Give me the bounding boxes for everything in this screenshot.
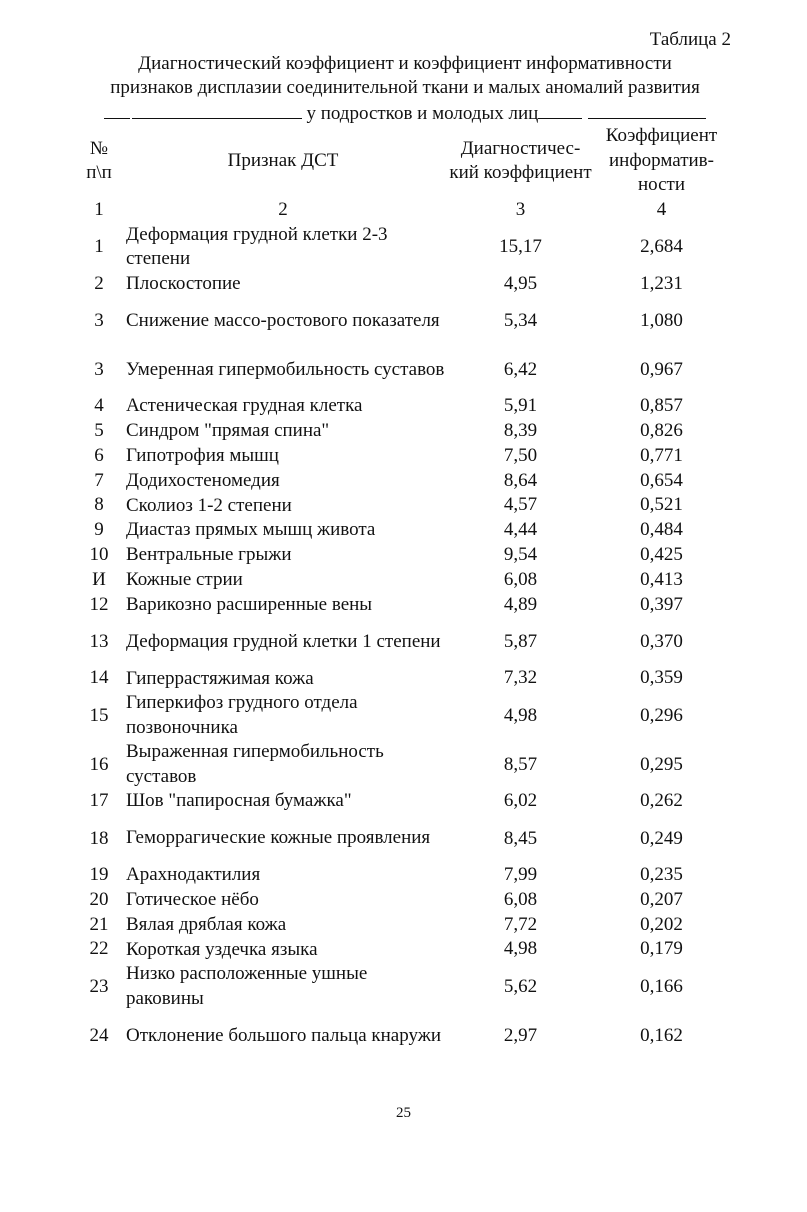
column-number: 4 <box>656 199 667 220</box>
row-diagnostic-coefficient: 8,45 <box>503 827 538 849</box>
row-sign: Шов "папиросная бумажка" <box>126 790 352 812</box>
row-sign: Астеническая грудная клетка <box>126 395 363 417</box>
title-line-3-text: у подростков и молодых лиц <box>306 103 539 124</box>
row-sign: Варикозно расширенные вены <box>126 593 373 615</box>
row-sign: Снижение массо-ростового показателя <box>126 309 440 331</box>
row-informativeness-coefficient: 0,857 <box>640 395 683 417</box>
table-row <box>80 863 730 888</box>
row-number: 23 <box>89 975 109 997</box>
row-informativeness-coefficient: 1,080 <box>640 309 683 331</box>
row-number: 18 <box>89 827 109 849</box>
row-diagnostic-coefficient: 8,57 <box>503 753 538 775</box>
table-row <box>80 691 730 740</box>
row-sign: Деформация грудной клетки 2-3 степени <box>126 223 388 269</box>
row-diagnostic-coefficient: 4,98 <box>503 704 538 726</box>
row-informativeness-coefficient: 0,295 <box>640 753 683 775</box>
row-sign: Низко расположенные ушные раковины <box>126 963 368 1009</box>
row-diagnostic-coefficient: 5,62 <box>503 975 538 997</box>
row-sign: Додихостеномедия <box>126 469 280 491</box>
table-row <box>80 888 730 913</box>
row-diagnostic-coefficient: 7,72 <box>503 913 538 935</box>
column-number-row <box>80 198 730 223</box>
table-row <box>80 419 730 444</box>
row-sign: Геморрагические кожные проявления <box>126 827 431 849</box>
data-table <box>80 124 730 1060</box>
row-sign: Отклонение большого пальца кнаружи <box>126 1024 442 1046</box>
row-diagnostic-coefficient: 5,87 <box>503 630 538 652</box>
row-sign: Гиперкифоз грудного отдела позвоночника <box>126 692 358 738</box>
row-informativeness-coefficient: 0,521 <box>640 494 683 516</box>
title-line-3 <box>80 100 730 126</box>
table-row <box>80 1011 730 1060</box>
row-informativeness-coefficient: 0,771 <box>640 444 683 466</box>
blank-line <box>104 100 130 119</box>
row-informativeness-coefficient: 0,166 <box>640 975 683 997</box>
row-sign: Умеренная гипермобильность суставов <box>126 358 445 380</box>
row-informativeness-coefficient: 1,231 <box>640 272 683 294</box>
row-number: 12 <box>89 593 109 615</box>
row-informativeness-coefficient: 0,826 <box>640 420 683 442</box>
row-number: 9 <box>94 519 104 541</box>
row-sign: Диастаз прямых мышц живота <box>126 519 376 541</box>
row-diagnostic-coefficient: 9,54 <box>503 544 538 566</box>
row-diagnostic-coefficient: 8,39 <box>503 420 538 442</box>
header-num: № п\п <box>86 137 112 183</box>
row-sign: Синдром "прямая спина" <box>126 420 330 442</box>
column-number: 3 <box>515 199 526 220</box>
row-informativeness-coefficient: 0,359 <box>640 667 683 689</box>
row-sign: Деформация грудной клетки 1 степени <box>126 630 441 652</box>
row-sign: Выраженная гипермобильность суставов <box>126 741 384 787</box>
row-number: 22 <box>89 938 109 960</box>
row-diagnostic-coefficient: 7,32 <box>503 667 538 689</box>
table-label: Таблица 2 <box>649 29 731 50</box>
table-row <box>80 272 730 297</box>
row-informativeness-coefficient: 0,413 <box>640 568 683 590</box>
row-sign: Плоскостопие <box>126 272 241 294</box>
table-row <box>80 394 730 419</box>
table-row <box>80 296 730 345</box>
row-number: 14 <box>89 667 109 689</box>
row-informativeness-coefficient: 0,484 <box>640 519 683 541</box>
header-info: Коэффициент информатив-ности <box>605 125 718 196</box>
row-number: 13 <box>89 630 109 652</box>
table-row <box>80 617 730 666</box>
row-diagnostic-coefficient: 6,02 <box>503 790 538 812</box>
row-diagnostic-coefficient: 4,98 <box>503 938 538 960</box>
row-number: 15 <box>89 704 109 726</box>
table-row <box>80 913 730 938</box>
row-sign: Короткая уздечка языка <box>126 938 318 960</box>
table-row <box>80 345 730 394</box>
row-number: 10 <box>89 544 109 566</box>
row-diagnostic-coefficient: 4,57 <box>503 494 538 516</box>
blank-line <box>588 100 706 119</box>
row-informativeness-coefficient: 0,654 <box>640 469 683 491</box>
row-informativeness-coefficient: 0,425 <box>640 544 683 566</box>
row-diagnostic-coefficient: 5,34 <box>503 309 538 331</box>
row-sign: Гипотрофия мышц <box>126 445 279 467</box>
row-number: 5 <box>94 420 104 442</box>
table-row <box>80 962 730 1011</box>
title-line-2: признаков дисплазии соединительной ткани и малых аномалий развития <box>110 77 700 98</box>
table-title <box>80 52 730 126</box>
page-number: 25 <box>396 1105 411 1121</box>
row-sign: Гиперрастяжимая кожа <box>126 667 314 689</box>
table-row <box>80 814 730 863</box>
table-body <box>80 223 730 1061</box>
column-number: 1 <box>94 199 104 220</box>
row-diagnostic-coefficient: 6,08 <box>503 888 538 910</box>
row-diagnostic-coefficient: 7,50 <box>503 444 538 466</box>
row-informativeness-coefficient: 0,202 <box>640 913 683 935</box>
row-diagnostic-coefficient: 2,97 <box>503 1024 538 1046</box>
table-row <box>80 493 730 518</box>
row-diagnostic-coefficient: 7,99 <box>503 864 538 886</box>
row-sign: Вентральные грыжи <box>126 544 292 566</box>
row-number: 7 <box>94 469 104 491</box>
row-informativeness-coefficient: 0,162 <box>640 1024 683 1046</box>
table-row <box>80 593 730 618</box>
table-row <box>80 568 730 593</box>
row-informativeness-coefficient: 0,296 <box>640 704 683 726</box>
row-number: 2 <box>94 272 104 294</box>
row-number: 6 <box>94 444 104 466</box>
row-number: 3 <box>94 358 104 380</box>
row-diagnostic-coefficient: 4,95 <box>503 272 538 294</box>
table-header-row <box>80 124 730 198</box>
row-diagnostic-coefficient: 8,64 <box>503 469 538 491</box>
row-number: 21 <box>89 913 109 935</box>
header-sign: Признак ДСТ <box>227 149 339 171</box>
row-diagnostic-coefficient: 4,44 <box>503 519 538 541</box>
blank-line <box>538 100 582 119</box>
row-informativeness-coefficient: 0,262 <box>640 790 683 812</box>
row-diagnostic-coefficient: 4,89 <box>503 593 538 615</box>
table-row <box>80 543 730 568</box>
row-informativeness-coefficient: 0,967 <box>640 358 683 380</box>
row-diagnostic-coefficient: 5,91 <box>503 395 538 417</box>
row-number: 3 <box>94 309 104 331</box>
title-line-1: Диагностический коэффициент и коэффициент информативности <box>138 53 672 74</box>
column-number: 2 <box>278 199 288 220</box>
row-number: 24 <box>89 1024 109 1046</box>
header-diag: Диагностичес-кий коэффициент <box>449 137 592 183</box>
blank-line <box>132 100 302 119</box>
row-number: 4 <box>94 395 104 417</box>
row-number: 16 <box>89 753 109 775</box>
row-diagnostic-coefficient: 6,42 <box>503 358 538 380</box>
table-row <box>80 740 730 789</box>
row-informativeness-coefficient: 0,249 <box>640 827 683 849</box>
table-row <box>80 444 730 469</box>
row-sign: Кожные стрии <box>126 569 243 591</box>
row-number: 20 <box>89 888 109 910</box>
table-row <box>80 469 730 494</box>
row-number: 19 <box>89 864 109 886</box>
table-row <box>80 937 730 962</box>
row-informativeness-coefficient: 0,397 <box>640 593 683 615</box>
row-informativeness-coefficient: 2,684 <box>640 236 683 257</box>
row-number: 1 <box>94 236 104 257</box>
row-number: И <box>92 568 106 590</box>
row-number: 8 <box>94 494 104 516</box>
table-row <box>80 518 730 543</box>
row-sign: Вялая дряблая кожа <box>126 913 287 935</box>
row-sign: Сколиоз 1-2 степени <box>126 494 292 516</box>
row-diagnostic-coefficient: 6,08 <box>503 568 538 590</box>
row-sign: Арахнодактилия <box>126 864 261 886</box>
table-row <box>80 666 730 691</box>
table-row <box>80 789 730 814</box>
row-number: 17 <box>89 790 109 812</box>
row-informativeness-coefficient: 0,179 <box>640 938 683 960</box>
row-informativeness-coefficient: 0,370 <box>640 630 683 652</box>
table-row <box>80 223 730 272</box>
row-informativeness-coefficient: 0,235 <box>640 864 683 886</box>
row-informativeness-coefficient: 0,207 <box>640 888 683 910</box>
row-sign: Готическое нёбо <box>126 889 259 910</box>
row-diagnostic-coefficient: 15,17 <box>499 236 542 257</box>
